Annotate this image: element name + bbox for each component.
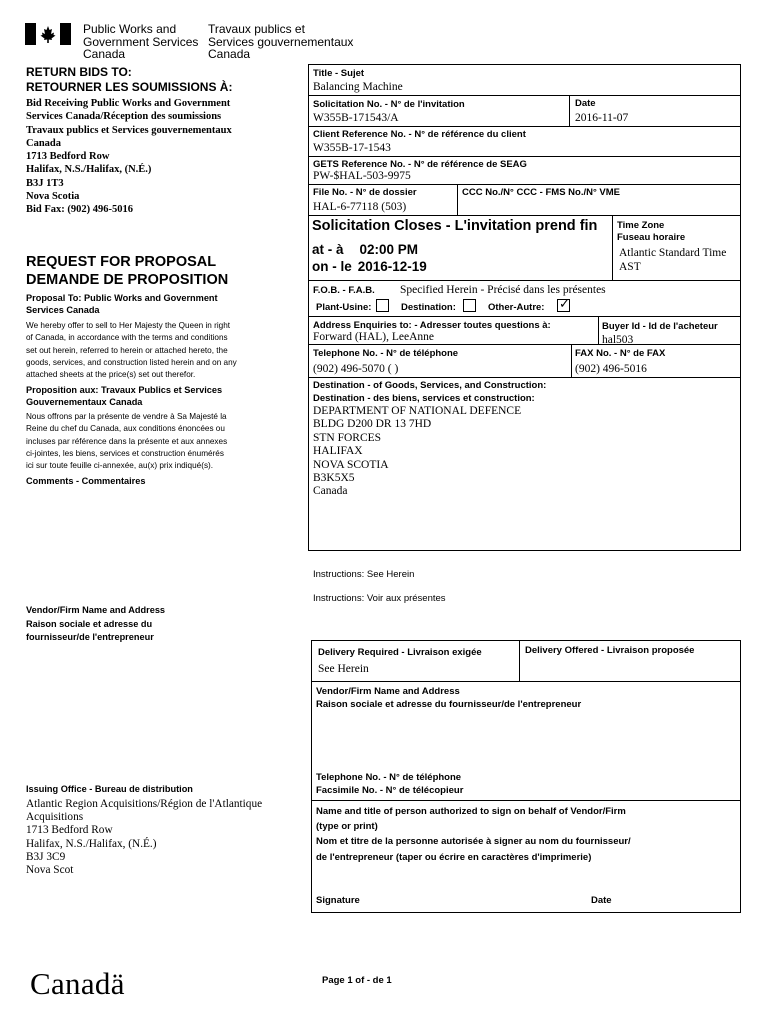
vendor-firm-field[interactable] [315, 712, 735, 767]
telephone-value: (902) 496-5070 ( ) [313, 363, 399, 375]
time-zone-label: Time Zone Fuseau horaire [617, 220, 686, 243]
other-autre-checkbox[interactable] [557, 299, 570, 312]
issuing-office-address: Atlantic Region Acquisitions/Région de l'Atlantique Acquisitions 1713 Bedford Row Halifax, N.S./Halifax, (N.É.) B3J 3C9 Nova Scot [26, 798, 263, 877]
plant-usine-checkbox[interactable] [376, 299, 389, 312]
client-reference-label: Client Reference No. - N° de référence du client [313, 129, 526, 140]
gets-reference-label: GETS Reference No. - N° de référence de SEAG [313, 159, 527, 170]
closing-date-line: on - le 2016-12-19 [312, 259, 427, 274]
instructions-fr: Instructions: Voir aux présentes [313, 593, 446, 604]
department-name-fr: Travaux publics et Services gouvernementaux Canada [208, 22, 354, 61]
date-label: Date [575, 98, 596, 109]
fob-value: Specified Herein - Précisé dans les présentes [400, 284, 606, 296]
comments-label: Comments - Commentaires [26, 476, 146, 486]
delivery-required-label: Delivery Required - Livraison exigée [318, 647, 482, 658]
buyer-id-label: Buyer Id - Id de l'acheteur [602, 321, 718, 332]
telephone-facsimile-label: Telephone No. - N° de téléphone Facsimile No. - N° de télécopieur [316, 772, 464, 796]
delivery-offered-label: Delivery Offered - Livraison proposée [525, 645, 695, 656]
plant-usine-label: Plant-Usine: [316, 302, 372, 313]
proposition-aux-label: Proposition aux: Travaux Publics et Services Gouvernementaux Canada [26, 385, 223, 407]
client-reference-value: W355B-17-1543 [313, 142, 391, 154]
rfp-title: REQUEST FOR PROPOSAL DEMANDE DE PROPOSITION [26, 254, 229, 288]
file-number-label: File No. - N° de dossier [313, 187, 417, 198]
closing-date-value: 2016-12-19 [357, 259, 427, 274]
telephone-label: Telephone No. - N° de téléphone [313, 348, 459, 359]
delivery-offered-field[interactable] [522, 658, 736, 678]
gets-reference-value: PW-$HAL-503-9975 [313, 170, 411, 182]
ccc-number-label: CCC No./N° CCC - FMS No./N° VME [462, 187, 621, 198]
signature-date-label: Date [591, 895, 612, 906]
destination-checkbox-label: Destination: [401, 302, 456, 313]
delivery-required-value: See Herein [318, 663, 369, 675]
destination-checkbox[interactable] [463, 299, 476, 312]
solicitation-closes-title: Solicitation Closes - L'invitation prend fin [312, 218, 598, 234]
address-enquiries-label: Address Enquiries to: - Adresser toutes questions à: [313, 320, 551, 331]
title-label: Title - Sujet [313, 68, 365, 79]
proposal-to-label: Proposal To: Public Works and Government Services Canada [26, 293, 218, 315]
signature-label: Signature [316, 895, 360, 906]
other-autre-label: Other-Autre: [488, 302, 545, 313]
flag-icon [25, 23, 71, 45]
offer-text-fr: Nous offrons par la présente de vendre à Sa Majesté la Reine du chef du Canada, aux conditions énoncées ou incluses par référence dans la présente et aux annexes ci-jointes, les biens, services et construction énumérés ici sur toute feuille ci-annexée, au(x) prix indiqué(s). [26, 412, 228, 471]
solicitation-number-value: W355B-171543/A [313, 112, 399, 124]
closing-time-line: at - à 02:00 PM [312, 242, 419, 257]
buyer-id-value: hal503 [602, 334, 634, 346]
fax-value: (902) 496-5016 [575, 363, 647, 375]
bid-receiving-address: Bid Receiving Public Works and Government Services Canada/Réception des soumissions Travaux publics et Services gouvernementaux Canada 1713 Bedford Row Halifax, N.S./Halifax, (N.É.) B3J 1T3 Nova Scotia Bid Fax: (902) 496-5016 [26, 98, 232, 216]
department-name-en: Public Works and Government Services Canada [83, 22, 199, 61]
authorized-person-label: Name and title of person authorized to sign on behalf of Vendor/Firm (type or print) Nom et titre de la personne autorisée à signer au nom du fournisseur/ de l'entrepreneur (taper ou écrire en caractères d'imprimerie) [316, 806, 631, 863]
address-enquiries-value: Forward (HAL), LeeAnne [313, 331, 435, 343]
vendor-name-label: Vendor/Firm Name and Address Raison sociale et adresse du fournisseur/de l'entrepreneur [26, 605, 166, 642]
authorized-person-field[interactable] [315, 866, 735, 890]
page-number: Page 1 of - de 1 [322, 975, 392, 986]
return-bids-heading: RETURN BIDS TO: RETOURNER LES SOUMISSIONS À: [26, 65, 233, 94]
time-zone-value: Atlantic Standard Time AST [619, 247, 727, 273]
fob-label: F.O.B. - F.A.B. [313, 285, 375, 296]
destination-goods-address: DEPARTMENT OF NATIONAL DEFENCE BLDG D200 DR 13 7HD STN FORCES HALIFAX NOVA SCOTIA B3K5X5 Canada [313, 405, 522, 498]
fax-label: FAX No. - N° de FAX [575, 348, 666, 359]
canada-wordmark: Canadä [30, 966, 125, 1001]
file-number-value: HAL-6-77118 (503) [313, 201, 407, 213]
destination-goods-label: Destination - of Goods, Services, and Construction: Destination - des biens, services et construction: [313, 380, 547, 404]
title-value: Balancing Machine [313, 81, 403, 93]
offer-text-en: We hereby offer to sell to Her Majesty the Queen in right of Canada, in accordance with the terms and conditions set out herein, referred to herein or attached hereto, the goods, services, and construction listed herein and on any attached sheets at the price(s) set out therefor. [26, 321, 237, 380]
date-value: 2016-11-07 [575, 112, 629, 124]
issuing-office-label: Issuing Office - Bureau de distribution [26, 784, 193, 794]
instructions-en: Instructions: See Herein [313, 569, 415, 580]
solicitation-number-label: Solicitation No. - N° de l'invitation [313, 99, 465, 110]
closing-time-value: 02:00 PM [359, 242, 419, 257]
vendor-firm-label: Vendor/Firm Name and Address Raison sociale et adresse du fournisseur/de l'entrepreneur [316, 686, 582, 710]
checkmark-icon: ✓ [559, 297, 570, 312]
